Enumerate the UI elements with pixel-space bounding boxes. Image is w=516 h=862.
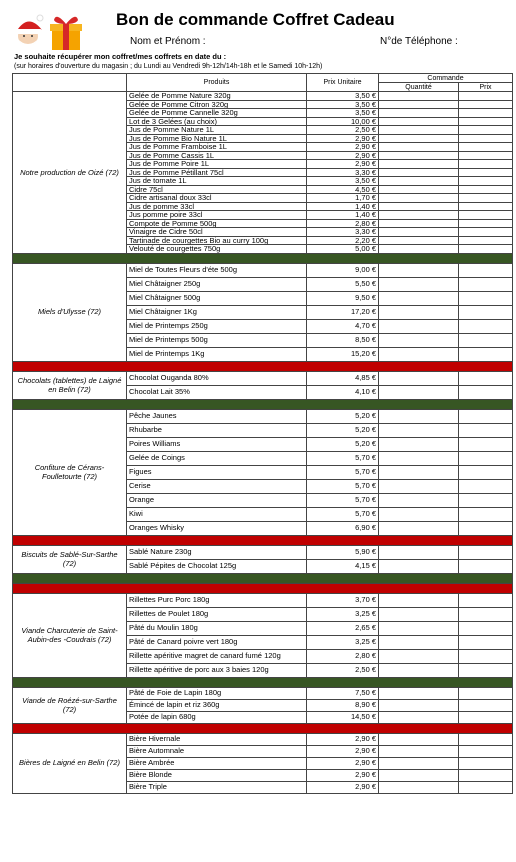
product-name: Oranges Whisky (127, 521, 307, 535)
line-price-cell[interactable] (459, 479, 513, 493)
line-price-cell[interactable] (459, 185, 513, 194)
unit-price: 2,65 € (307, 621, 379, 635)
product-name: Sablé Pépites de Chocolat 125g (127, 559, 307, 573)
quantity-input-cell[interactable] (379, 769, 459, 781)
product-name: Miel Châtaigner 250g (127, 277, 307, 291)
product-name: Figues (127, 465, 307, 479)
quantity-input-cell[interactable] (379, 143, 459, 152)
line-price-cell[interactable] (459, 649, 513, 663)
unit-price: 2,90 € (307, 757, 379, 769)
line-price-cell[interactable] (459, 305, 513, 319)
table-row (13, 545, 513, 559)
unit-price: 3,50 € (307, 109, 379, 118)
quantity-input-cell[interactable] (379, 507, 459, 521)
quantity-input-cell[interactable] (379, 202, 459, 211)
product-name: Miel de Printemps 1Kg (127, 347, 307, 361)
header-unit-price: Prix Unitaire (307, 74, 379, 92)
product-name: Rhubarbe (127, 423, 307, 437)
unit-price: 1,70 € (307, 194, 379, 203)
line-price-cell[interactable] (459, 545, 513, 559)
quantity-input-cell[interactable] (379, 663, 459, 677)
unit-price: 4,85 € (307, 371, 379, 385)
quantity-input-cell[interactable] (379, 160, 459, 169)
table-row (13, 263, 513, 277)
product-name: Pâté de Foie de Lapin 180g (127, 687, 307, 699)
product-name: Rillette apéritive de porc aux 3 baies 120g (127, 663, 307, 677)
quantity-input-cell[interactable] (379, 607, 459, 621)
section-separator (13, 399, 513, 409)
unit-price: 3,50 € (307, 100, 379, 109)
separator-bar (13, 583, 513, 593)
product-name: Miel de Toutes Fleurs d'éte 500g (127, 263, 307, 277)
unit-price: 2,90 € (307, 134, 379, 143)
unit-price: 1,40 € (307, 202, 379, 211)
quantity-input-cell[interactable] (379, 177, 459, 186)
section-name: Viande Charcuterie de Saint-Aubin-des -Coudrais (72) (13, 593, 127, 677)
product-name: Cerise (127, 479, 307, 493)
quantity-input-cell[interactable] (379, 635, 459, 649)
header-price: Prix (459, 83, 513, 92)
quantity-input-cell[interactable] (379, 437, 459, 451)
quantity-input-cell[interactable] (379, 699, 459, 711)
unit-price: 3,50 € (307, 92, 379, 101)
section-separator (13, 573, 513, 583)
product-name: Jus de tomate 1L (127, 177, 307, 186)
unit-price: 8,90 € (307, 699, 379, 711)
quantity-input-cell[interactable] (379, 168, 459, 177)
product-name: Miel de Printemps 250g (127, 319, 307, 333)
unit-price: 5,70 € (307, 507, 379, 521)
product-name: Gelée de Pomme Nature 320g (127, 92, 307, 101)
quantity-input-cell[interactable] (379, 134, 459, 143)
line-price-cell[interactable] (459, 437, 513, 451)
separator-bar (13, 399, 513, 409)
unit-price: 15,20 € (307, 347, 379, 361)
line-price-cell[interactable] (459, 409, 513, 423)
quantity-input-cell[interactable] (379, 347, 459, 361)
line-price-cell[interactable] (459, 663, 513, 677)
line-price-cell[interactable] (459, 621, 513, 635)
product-name: Gelée de Coings (127, 451, 307, 465)
quantity-input-cell[interactable] (379, 545, 459, 559)
unit-price: 10,00 € (307, 117, 379, 126)
line-price-cell[interactable] (459, 371, 513, 385)
separator-bar (13, 677, 513, 687)
quantity-input-cell[interactable] (379, 465, 459, 479)
line-price-cell[interactable] (459, 635, 513, 649)
line-price-cell[interactable] (459, 607, 513, 621)
product-name: Cidre artisanal doux 33cl (127, 194, 307, 203)
product-name: Miel de Printemps 500g (127, 333, 307, 347)
product-name: Gelée de Pomme Citron 320g (127, 100, 307, 109)
section-separator (13, 253, 513, 263)
product-name: Jus de Pomme Pétillant 75cl (127, 168, 307, 177)
line-price-cell[interactable] (459, 769, 513, 781)
section-name: Bières de Laigné en Belin (72) (13, 733, 127, 793)
product-name: Jus de Pomme Poire 1L (127, 160, 307, 169)
product-name: Pâté du Moulin 180g (127, 621, 307, 635)
quantity-input-cell[interactable] (379, 757, 459, 769)
unit-price: 5,20 € (307, 423, 379, 437)
quantity-input-cell[interactable] (379, 711, 459, 723)
section-name: Miels d'Ulysse (72) (13, 263, 127, 361)
product-name: Chocolat Lait 35% (127, 385, 307, 399)
quantity-input-cell[interactable] (379, 559, 459, 573)
product-name: Gelée de Pomme Cannelle 320g (127, 109, 307, 118)
unit-price: 2,50 € (307, 663, 379, 677)
santa-gift-logo (8, 10, 84, 52)
unit-price: 5,90 € (307, 545, 379, 559)
product-name: Potée de lapin 680g (127, 711, 307, 723)
product-name: Bière Hivernale (127, 733, 307, 745)
line-price-cell[interactable] (459, 347, 513, 361)
line-price-cell[interactable] (459, 151, 513, 160)
line-price-cell[interactable] (459, 194, 513, 203)
unit-price: 5,20 € (307, 409, 379, 423)
line-price-cell[interactable] (459, 126, 513, 135)
unit-price: 8,50 € (307, 333, 379, 347)
quantity-input-cell[interactable] (379, 333, 459, 347)
quantity-input-cell[interactable] (379, 245, 459, 254)
section-separator (13, 677, 513, 687)
unit-price: 7,50 € (307, 687, 379, 699)
line-price-cell[interactable] (459, 733, 513, 745)
line-price-cell[interactable] (459, 333, 513, 347)
header-quantity: Quantité (379, 83, 459, 92)
unit-price: 4,50 € (307, 185, 379, 194)
unit-price: 3,25 € (307, 635, 379, 649)
section-separator (13, 361, 513, 371)
line-price-cell[interactable] (459, 757, 513, 769)
unit-price: 2,90 € (307, 781, 379, 793)
product-name: Sablé Nature 230g (127, 545, 307, 559)
line-price-cell[interactable] (459, 100, 513, 109)
quantity-input-cell[interactable] (379, 211, 459, 220)
name-field-label: Nom et Prénom : (130, 36, 206, 47)
quantity-input-cell[interactable] (379, 493, 459, 507)
product-name: Miel Châtaigner 1Kg (127, 305, 307, 319)
quantity-input-cell[interactable] (379, 319, 459, 333)
quantity-input-cell[interactable] (379, 385, 459, 399)
unit-price: 1,40 € (307, 211, 379, 220)
table-row (13, 687, 513, 699)
quantity-input-cell[interactable] (379, 687, 459, 699)
line-price-cell[interactable] (459, 521, 513, 535)
header-order: Commande (379, 74, 513, 83)
line-price-cell[interactable] (459, 507, 513, 521)
table-row (13, 593, 513, 607)
product-name: Vinaigre de Cidre 50cl (127, 228, 307, 237)
page-header (0, 0, 516, 70)
product-name: Émincé de lapin et riz 360g (127, 699, 307, 711)
unit-price: 2,90 € (307, 733, 379, 745)
section-name: Confiture de Cérans-Foulletourte (72) (13, 409, 127, 535)
product-name: Jus de Pomme Bio Nature 1L (127, 134, 307, 143)
unit-price: 2,90 € (307, 745, 379, 757)
section-separator (13, 583, 513, 593)
section-name: Biscuits de Sablé-Sur-Sarthe (72) (13, 545, 127, 573)
section-separator (13, 723, 513, 733)
unit-price: 4,15 € (307, 559, 379, 573)
phone-field-label: N°de Téléphone : (380, 36, 458, 47)
quantity-input-cell[interactable] (379, 109, 459, 118)
unit-price: 3,30 € (307, 228, 379, 237)
section-name: Notre production de Oizé (72) (13, 92, 127, 254)
unit-price: 4,70 € (307, 319, 379, 333)
line-price-cell[interactable] (459, 263, 513, 277)
line-price-cell[interactable] (459, 134, 513, 143)
product-name: Bière Automnale (127, 745, 307, 757)
quantity-input-cell[interactable] (379, 185, 459, 194)
quantity-input-cell[interactable] (379, 781, 459, 793)
table-row (13, 409, 513, 423)
line-price-cell[interactable] (459, 385, 513, 399)
line-price-cell[interactable] (459, 219, 513, 228)
line-price-cell[interactable] (459, 245, 513, 254)
product-name: Pêche Jaunes (127, 409, 307, 423)
line-price-cell[interactable] (459, 236, 513, 245)
quantity-input-cell[interactable] (379, 745, 459, 757)
quantity-input-cell[interactable] (379, 733, 459, 745)
unit-price: 5,20 € (307, 437, 379, 451)
header-empty-cell (13, 74, 127, 92)
product-name: Kiwi (127, 507, 307, 521)
unit-price: 3,25 € (307, 607, 379, 621)
line-price-cell[interactable] (459, 228, 513, 237)
unit-price: 9,00 € (307, 263, 379, 277)
line-price-cell[interactable] (459, 168, 513, 177)
product-name: Rillette apéritive magret de canard fumé 120g (127, 649, 307, 663)
line-price-cell[interactable] (459, 465, 513, 479)
line-price-cell[interactable] (459, 211, 513, 220)
unit-price: 9,50 € (307, 291, 379, 305)
quantity-input-cell[interactable] (379, 521, 459, 535)
quantity-input-cell[interactable] (379, 228, 459, 237)
quantity-input-cell[interactable] (379, 305, 459, 319)
quantity-input-cell[interactable] (379, 92, 459, 101)
line-price-cell[interactable] (459, 202, 513, 211)
line-price-cell[interactable] (459, 687, 513, 699)
separator-bar (13, 573, 513, 583)
product-name: Orange (127, 493, 307, 507)
unit-price: 17,20 € (307, 305, 379, 319)
product-name: Jus de Pomme Nature 1L (127, 126, 307, 135)
line-price-cell[interactable] (459, 109, 513, 118)
section-name: Chocolats (tablettes) de Laigné en Belin (72) (13, 371, 127, 399)
line-price-cell[interactable] (459, 291, 513, 305)
product-name: Velouté de courgettes 750g (127, 245, 307, 254)
product-name: Tartinade de courgettes Bio au curry 100g (127, 236, 307, 245)
unit-price: 4,10 € (307, 385, 379, 399)
unit-price: 3,50 € (307, 177, 379, 186)
line-price-cell[interactable] (459, 177, 513, 186)
quantity-input-cell[interactable] (379, 621, 459, 635)
product-name: Pâté de Canard poivre vert 180g (127, 635, 307, 649)
line-price-cell[interactable] (459, 781, 513, 793)
section-separator (13, 535, 513, 545)
unit-price: 5,70 € (307, 465, 379, 479)
line-price-cell[interactable] (459, 277, 513, 291)
product-name: Jus de Pomme Framboise 1L (127, 143, 307, 152)
line-price-cell[interactable] (459, 745, 513, 757)
unit-price: 3,70 € (307, 593, 379, 607)
quantity-input-cell[interactable] (379, 151, 459, 160)
line-price-cell[interactable] (459, 593, 513, 607)
line-price-cell[interactable] (459, 493, 513, 507)
unit-price: 2,80 € (307, 649, 379, 663)
line-price-cell[interactable] (459, 699, 513, 711)
line-price-cell[interactable] (459, 117, 513, 126)
line-price-cell[interactable] (459, 92, 513, 101)
line-price-cell[interactable] (459, 711, 513, 723)
product-name: Bière Triple (127, 781, 307, 793)
unit-price: 3,30 € (307, 168, 379, 177)
quantity-input-cell[interactable] (379, 100, 459, 109)
unit-price: 2,90 € (307, 151, 379, 160)
product-name: Bière Blonde (127, 769, 307, 781)
unit-price: 2,90 € (307, 160, 379, 169)
quantity-input-cell[interactable] (379, 117, 459, 126)
unit-price: 5,70 € (307, 493, 379, 507)
table-row (13, 733, 513, 745)
unit-price: 5,70 € (307, 451, 379, 465)
quantity-input-cell[interactable] (379, 649, 459, 663)
quantity-input-cell[interactable] (379, 219, 459, 228)
quantity-input-cell[interactable] (379, 593, 459, 607)
table-row (13, 92, 513, 101)
product-name: Rillettes Purc Porc 180g (127, 593, 307, 607)
product-name: Bière Ambrée (127, 757, 307, 769)
unit-price: 2,90 € (307, 143, 379, 152)
product-name: Cidre 75cl (127, 185, 307, 194)
quantity-input-cell[interactable] (379, 423, 459, 437)
unit-price: 14,50 € (307, 711, 379, 723)
unit-price: 2,20 € (307, 236, 379, 245)
separator-bar (13, 253, 513, 263)
quantity-input-cell[interactable] (379, 194, 459, 203)
line-price-cell[interactable] (459, 319, 513, 333)
line-price-cell[interactable] (459, 423, 513, 437)
section-name: Viande de Roézé-sur-Sarthe (72) (13, 687, 127, 723)
separator-bar (13, 723, 513, 733)
product-name: Lot de 3 Gelées (au choix) (127, 117, 307, 126)
line-price-cell[interactable] (459, 451, 513, 465)
product-name: Jus pomme poire 33cl (127, 211, 307, 220)
quantity-input-cell[interactable] (379, 291, 459, 305)
unit-price: 5,00 € (307, 245, 379, 254)
line-price-cell[interactable] (459, 559, 513, 573)
page-title: Bon de commande Coffret Cadeau (116, 10, 395, 29)
pickup-date-label: Je souhaite récupérer mon coffret/mes coffrets en date du : (14, 52, 227, 61)
unit-price: 2,90 € (307, 769, 379, 781)
product-name: Jus de pomme 33cl (127, 202, 307, 211)
product-name: Jus de Pomme Cassis 1L (127, 151, 307, 160)
product-name: Compote de Pomme 500g (127, 219, 307, 228)
unit-price: 5,50 € (307, 277, 379, 291)
quantity-input-cell[interactable] (379, 236, 459, 245)
unit-price: 6,90 € (307, 521, 379, 535)
product-name: Chocolat Ouganda 80% (127, 371, 307, 385)
quantity-input-cell[interactable] (379, 126, 459, 135)
quantity-input-cell[interactable] (379, 277, 459, 291)
product-name: Miel Châtaigner 500g (127, 291, 307, 305)
quantity-input-cell[interactable] (379, 409, 459, 423)
table-row (13, 371, 513, 385)
order-table (12, 73, 513, 794)
product-name: Rillettes de Poulet 180g (127, 607, 307, 621)
product-name: Poires Williams (127, 437, 307, 451)
opening-hours-note: (sur horaires d'ouverture du magasin ; du Lundi au Vendredi 9h-12h/14h-18h et le Samedi 10h-12h) (14, 63, 323, 70)
line-price-cell[interactable] (459, 143, 513, 152)
separator-bar (13, 535, 513, 545)
quantity-input-cell[interactable] (379, 451, 459, 465)
quantity-input-cell[interactable] (379, 479, 459, 493)
quantity-input-cell[interactable] (379, 263, 459, 277)
unit-price: 2,80 € (307, 219, 379, 228)
unit-price: 5,70 € (307, 479, 379, 493)
unit-price: 2,50 € (307, 126, 379, 135)
header-products: Produits (127, 74, 307, 92)
line-price-cell[interactable] (459, 160, 513, 169)
separator-bar (13, 361, 513, 371)
quantity-input-cell[interactable] (379, 371, 459, 385)
